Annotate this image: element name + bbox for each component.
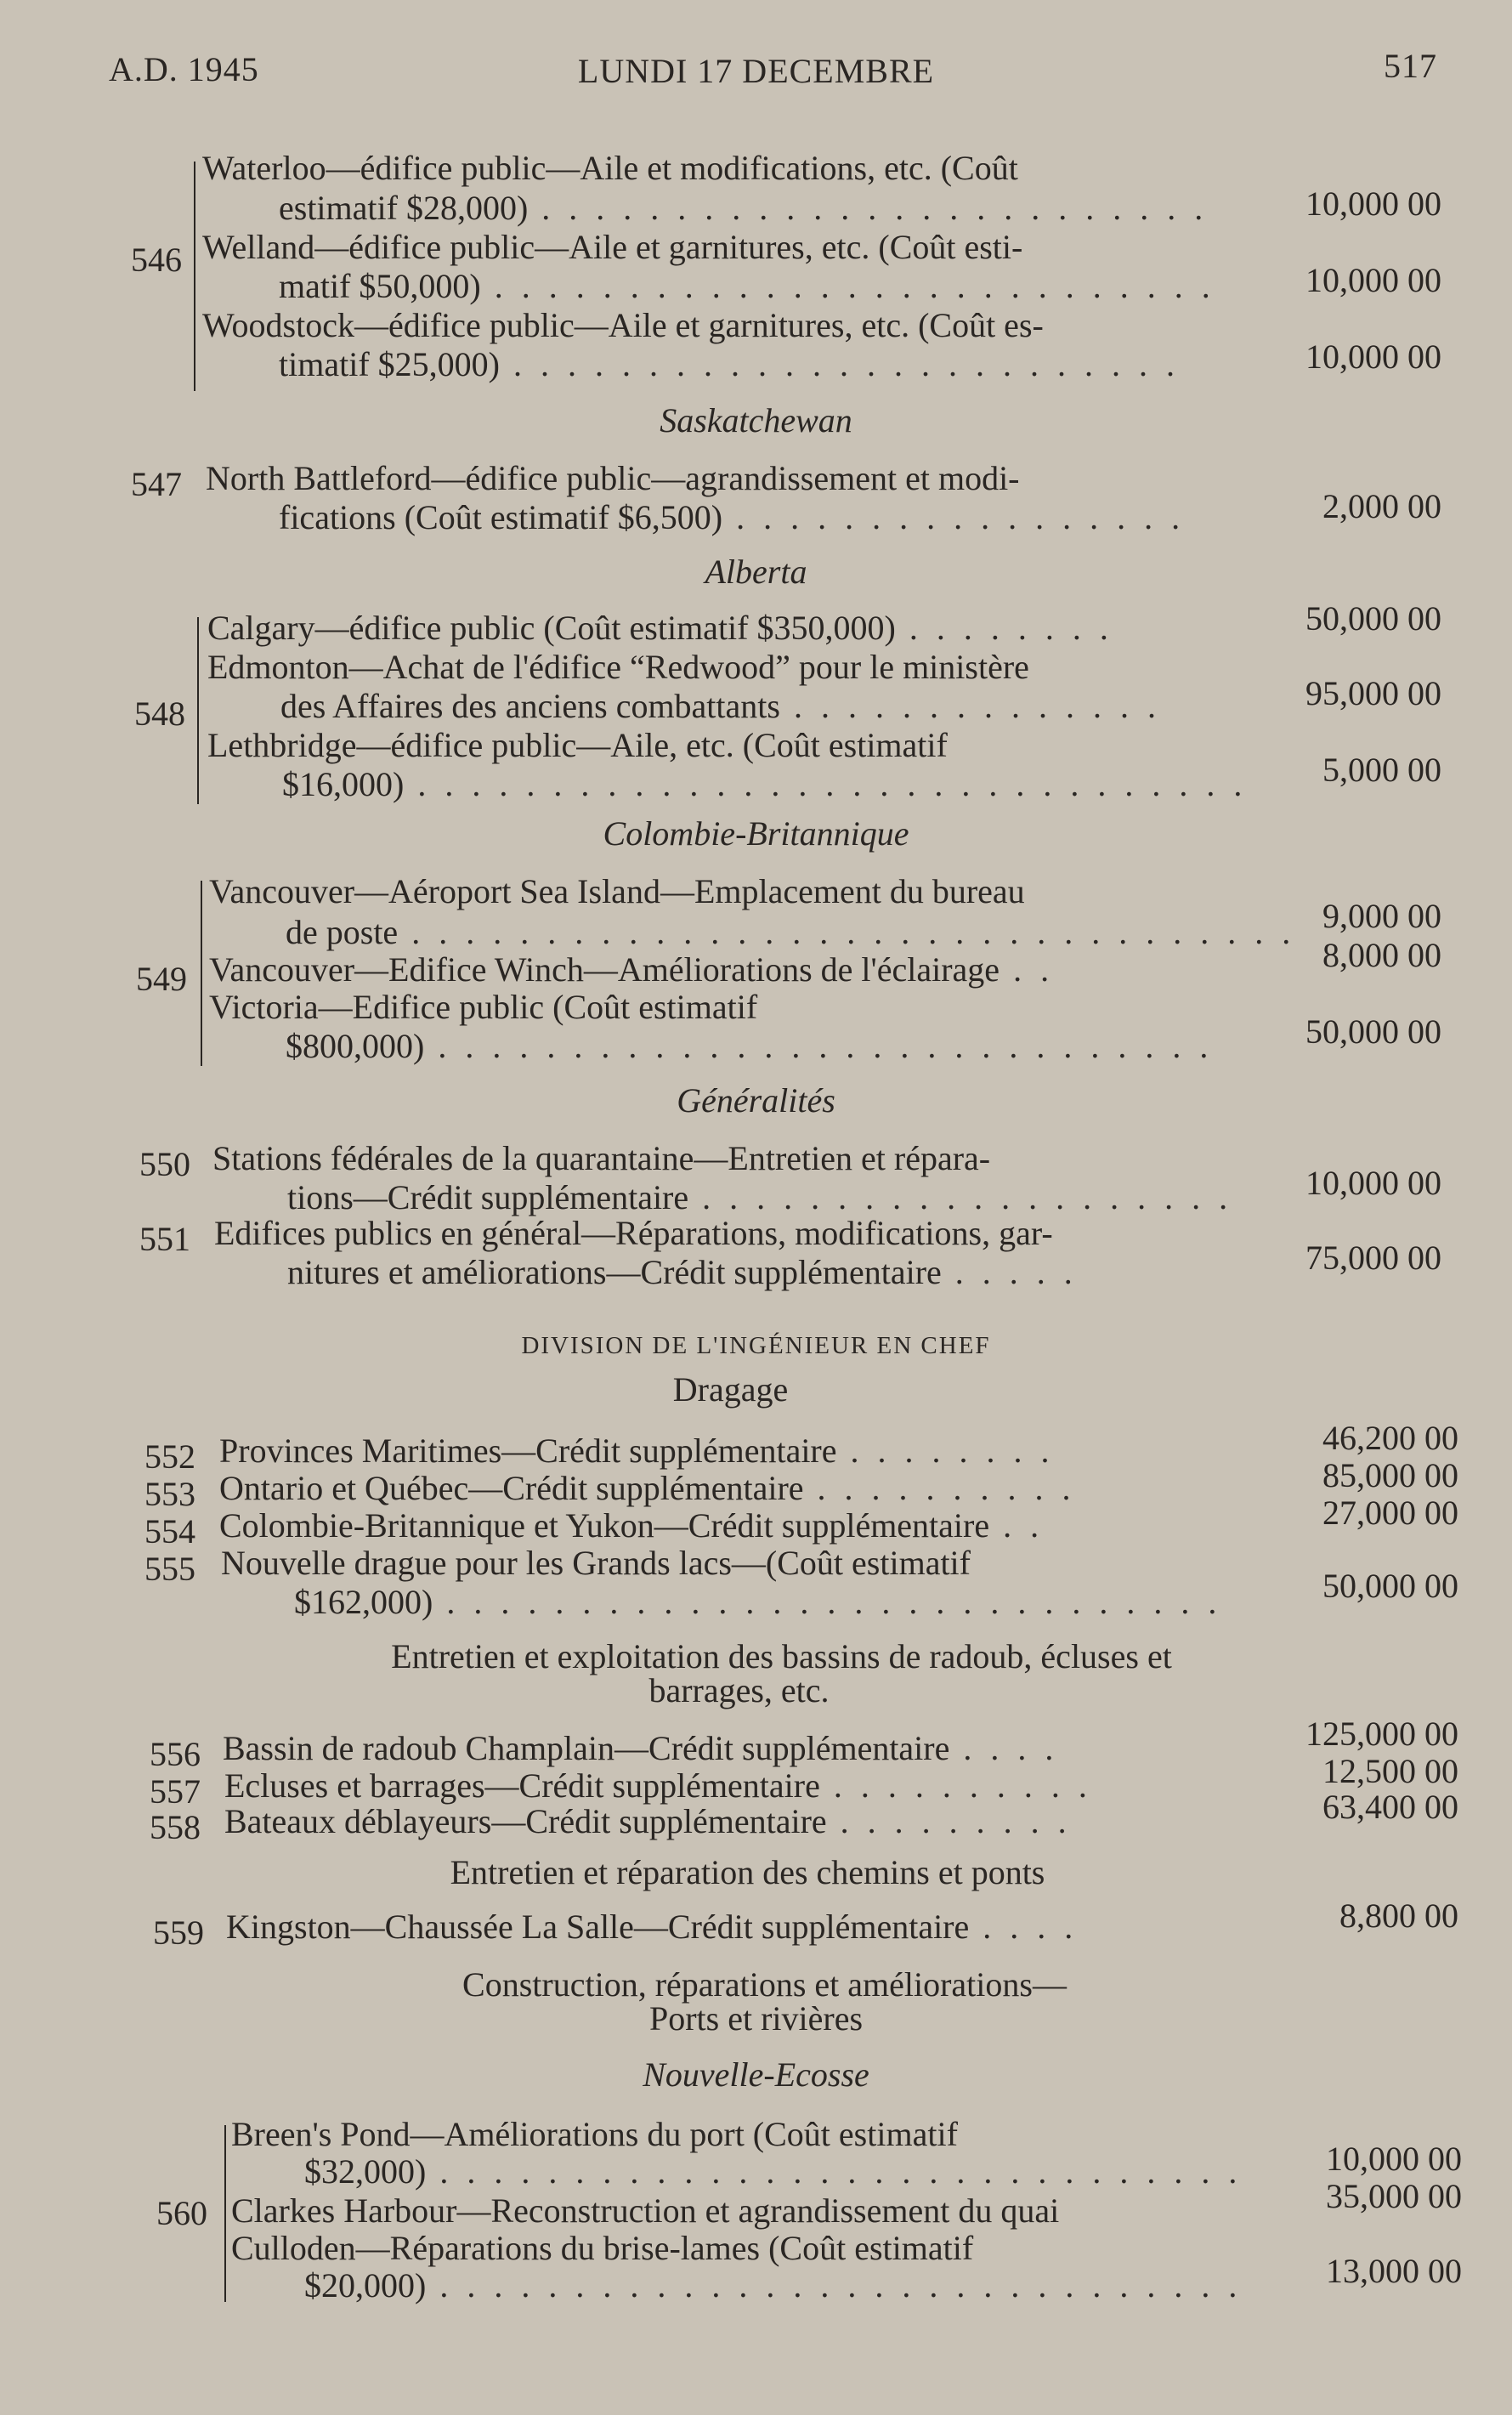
- section-heading-alberta: Alberta: [705, 553, 807, 591]
- amount: 27,000 00: [1322, 1494, 1458, 1532]
- amount: 10,000 00: [1305, 261, 1441, 299]
- item-line: Vancouver—Aéroport Sea Island—Emplacement du bureau: [209, 872, 1025, 910]
- item-line: Ontario et Québec—Crédit supplémentaire . . . . . . . . . .: [219, 1469, 1076, 1507]
- section-heading-construction: Construction, réparations et améliorations—: [462, 1965, 1067, 2004]
- amount: 63,400 00: [1322, 1788, 1458, 1826]
- item-line: Edmonton—Achat de l'édifice “Redwood” pour le ministère: [207, 648, 1029, 686]
- amount: 50,000 00: [1305, 1012, 1441, 1051]
- amount: 2,000 00: [1322, 487, 1441, 525]
- item-line: Woodstock—édifice public—Aile et garnitures, etc. (Coût es-: [202, 306, 1044, 344]
- item-line: des Affaires des anciens combattants . . . . . . . . . . . . . .: [280, 687, 1161, 725]
- section-heading-colombie-britannique: Colombie-Britannique: [603, 814, 909, 853]
- item-line: Colombie-Britannique et Yukon—Crédit supplémentaire . .: [219, 1506, 1045, 1545]
- section-heading-saskatchewan: Saskatchewan: [660, 401, 852, 439]
- item-line: Waterloo—édifice public—Aile et modifications, etc. (Coût: [202, 149, 1018, 187]
- section-heading-nouvelle-ecosse: Nouvelle-Ecosse: [643, 2055, 869, 2094]
- bracket-546: [194, 162, 195, 391]
- amount: 35,000 00: [1326, 2177, 1462, 2215]
- amount: 10,000 00: [1305, 1164, 1441, 1202]
- item-line: $162,000) . . . . . . . . . . . . . . . . . . . . . . . . . . . . .: [294, 1583, 1222, 1621]
- item-line: Lethbridge—édifice public—Aile, etc. (Coût estimatif: [207, 726, 948, 764]
- vote-number-557: 557: [150, 1772, 201, 1811]
- item-line: Clarkes Harbour—Reconstruction et agrandissement du quai: [231, 2191, 1060, 2230]
- item-line: tions—Crédit supplémentaire . . . . . . . . . . . . . . . . . . . .: [287, 1178, 1233, 1216]
- item-line: de poste . . . . . . . . . . . . . . . . . . . . . . . . . . . . . . . . .: [286, 913, 1296, 951]
- item-line: timatif $25,000) . . . . . . . . . . . . . . . . . . . . . . . . .: [279, 345, 1180, 383]
- amount: 9,000 00: [1322, 897, 1441, 935]
- item-line: matif $50,000) . . . . . . . . . . . . . . . . . . . . . . . . . . .: [279, 267, 1215, 305]
- bracket-560: [224, 2125, 226, 2302]
- vote-number-546: 546: [131, 241, 182, 279]
- vote-number-549: 549: [136, 960, 187, 998]
- amount: 85,000 00: [1322, 1456, 1458, 1494]
- amount: 95,000 00: [1305, 674, 1441, 712]
- amount: 5,000 00: [1322, 751, 1441, 789]
- amount: 13,000 00: [1326, 2252, 1462, 2290]
- vote-number-558: 558: [150, 1808, 201, 1846]
- item-line: $800,000) . . . . . . . . . . . . . . . . . . . . . . . . . . . . .: [286, 1027, 1214, 1065]
- item-line: North Battleford—édifice public—agrandissement et modi-: [206, 459, 1020, 497]
- section-heading-generalites: Généralités: [677, 1081, 835, 1120]
- item-line: Provinces Maritimes—Crédit supplémentaire . . . . . . . .: [219, 1431, 1055, 1470]
- bracket-549: [201, 881, 202, 1066]
- header-year: A.D. 1945: [109, 50, 259, 88]
- bracket-548: [197, 617, 199, 804]
- item-line: Stations fédérales de la quarantaine—Entretien et répara-: [212, 1139, 991, 1177]
- vote-number-559: 559: [153, 1913, 204, 1952]
- item-line: Kingston—Chaussée La Salle—Crédit supplémentaire . . . .: [226, 1908, 1079, 1946]
- amount: 8,800 00: [1339, 1896, 1458, 1935]
- item-line: Edifices publics en général—Réparations, modifications, gar-: [214, 1214, 1053, 1252]
- amount: 125,000 00: [1305, 1715, 1458, 1753]
- vote-number-556: 556: [150, 1735, 201, 1773]
- item-line: Calgary—édifice public (Coût estimatif $350,000) . . . . . . . .: [207, 609, 1113, 647]
- item-line: nitures et améliorations—Crédit supplémentaire . . . . .: [287, 1253, 1078, 1291]
- section-heading-dragage: Dragage: [672, 1370, 789, 1409]
- vote-number-551: 551: [139, 1220, 190, 1258]
- amount: 10,000 00: [1326, 2140, 1462, 2178]
- section-heading-chemins: Entretien et réparation des chemins et ponts: [450, 1853, 1045, 1891]
- amount: 50,000 00: [1322, 1567, 1458, 1605]
- item-line: $16,000) . . . . . . . . . . . . . . . . . . . . . . . . . . . . . . .: [282, 765, 1248, 803]
- vote-number-555: 555: [144, 1550, 195, 1588]
- vote-number-560: 560: [156, 2194, 207, 2232]
- item-line: Breen's Pond—Améliorations du port (Coût estimatif: [231, 2115, 958, 2153]
- item-line: Culloden—Réparations du brise-lames (Coût estimatif: [231, 2229, 974, 2267]
- vote-number-550: 550: [139, 1145, 190, 1183]
- item-line: Bassin de radoub Champlain—Crédit supplémentaire . . . .: [223, 1729, 1059, 1767]
- amount: 50,000 00: [1305, 599, 1441, 638]
- item-line: fications (Coût estimatif $6,500) . . . . . . . . . . . . . . . . .: [279, 498, 1186, 536]
- amount: 75,000 00: [1305, 1239, 1441, 1277]
- item-line: estimatif $28,000) . . . . . . . . . . . . . . . . . . . . . . . . .: [279, 189, 1209, 227]
- amount: 10,000 00: [1305, 337, 1441, 376]
- page-number: 517: [1384, 47, 1437, 85]
- item-line: $32,000) . . . . . . . . . . . . . . . . . . . . . . . . . . . . . .: [304, 2152, 1243, 2191]
- amount: 10,000 00: [1305, 184, 1441, 223]
- section-heading-bassins: Entretien et exploitation des bassins de radoub, écluses et: [391, 1637, 1172, 1675]
- vote-number-553: 553: [144, 1475, 195, 1513]
- item-line: Ecluses et barrages—Crédit supplémentaire . . . . . . . . . .: [224, 1766, 1092, 1805]
- item-line: Bateaux déblayeurs—Crédit supplémentaire . . . . . . . . .: [224, 1802, 1072, 1840]
- amount: 12,500 00: [1322, 1752, 1458, 1790]
- vote-number-548: 548: [134, 694, 185, 733]
- item-line: Vancouver—Edifice Winch—Améliorations de l'éclairage . .: [209, 950, 1055, 989]
- vote-number-547: 547: [131, 465, 182, 503]
- item-line: Welland—édifice public—Aile et garnitures, etc. (Coût esti-: [202, 228, 1023, 266]
- amount: 46,200 00: [1322, 1419, 1458, 1457]
- section-heading-bassins-cont: barrages, etc.: [648, 1671, 830, 1709]
- section-heading-ports: Ports et rivières: [648, 1999, 864, 2038]
- header-date: LUNDI 17 DECEMBRE: [577, 52, 935, 90]
- item-line: $20,000) . . . . . . . . . . . . . . . . . . . . . . . . . . . . . .: [304, 2266, 1243, 2304]
- vote-number-554: 554: [144, 1512, 195, 1550]
- division-heading: DIVISION DE L'INGÉNIEUR EN CHEF: [521, 1332, 991, 1359]
- amount: 8,000 00: [1322, 936, 1441, 974]
- item-line: Nouvelle drague pour les Grands lacs—(Coût estimatif: [221, 1544, 971, 1582]
- item-line: Victoria—Edifice public (Coût estimatif: [209, 988, 758, 1026]
- vote-number-552: 552: [144, 1437, 195, 1476]
